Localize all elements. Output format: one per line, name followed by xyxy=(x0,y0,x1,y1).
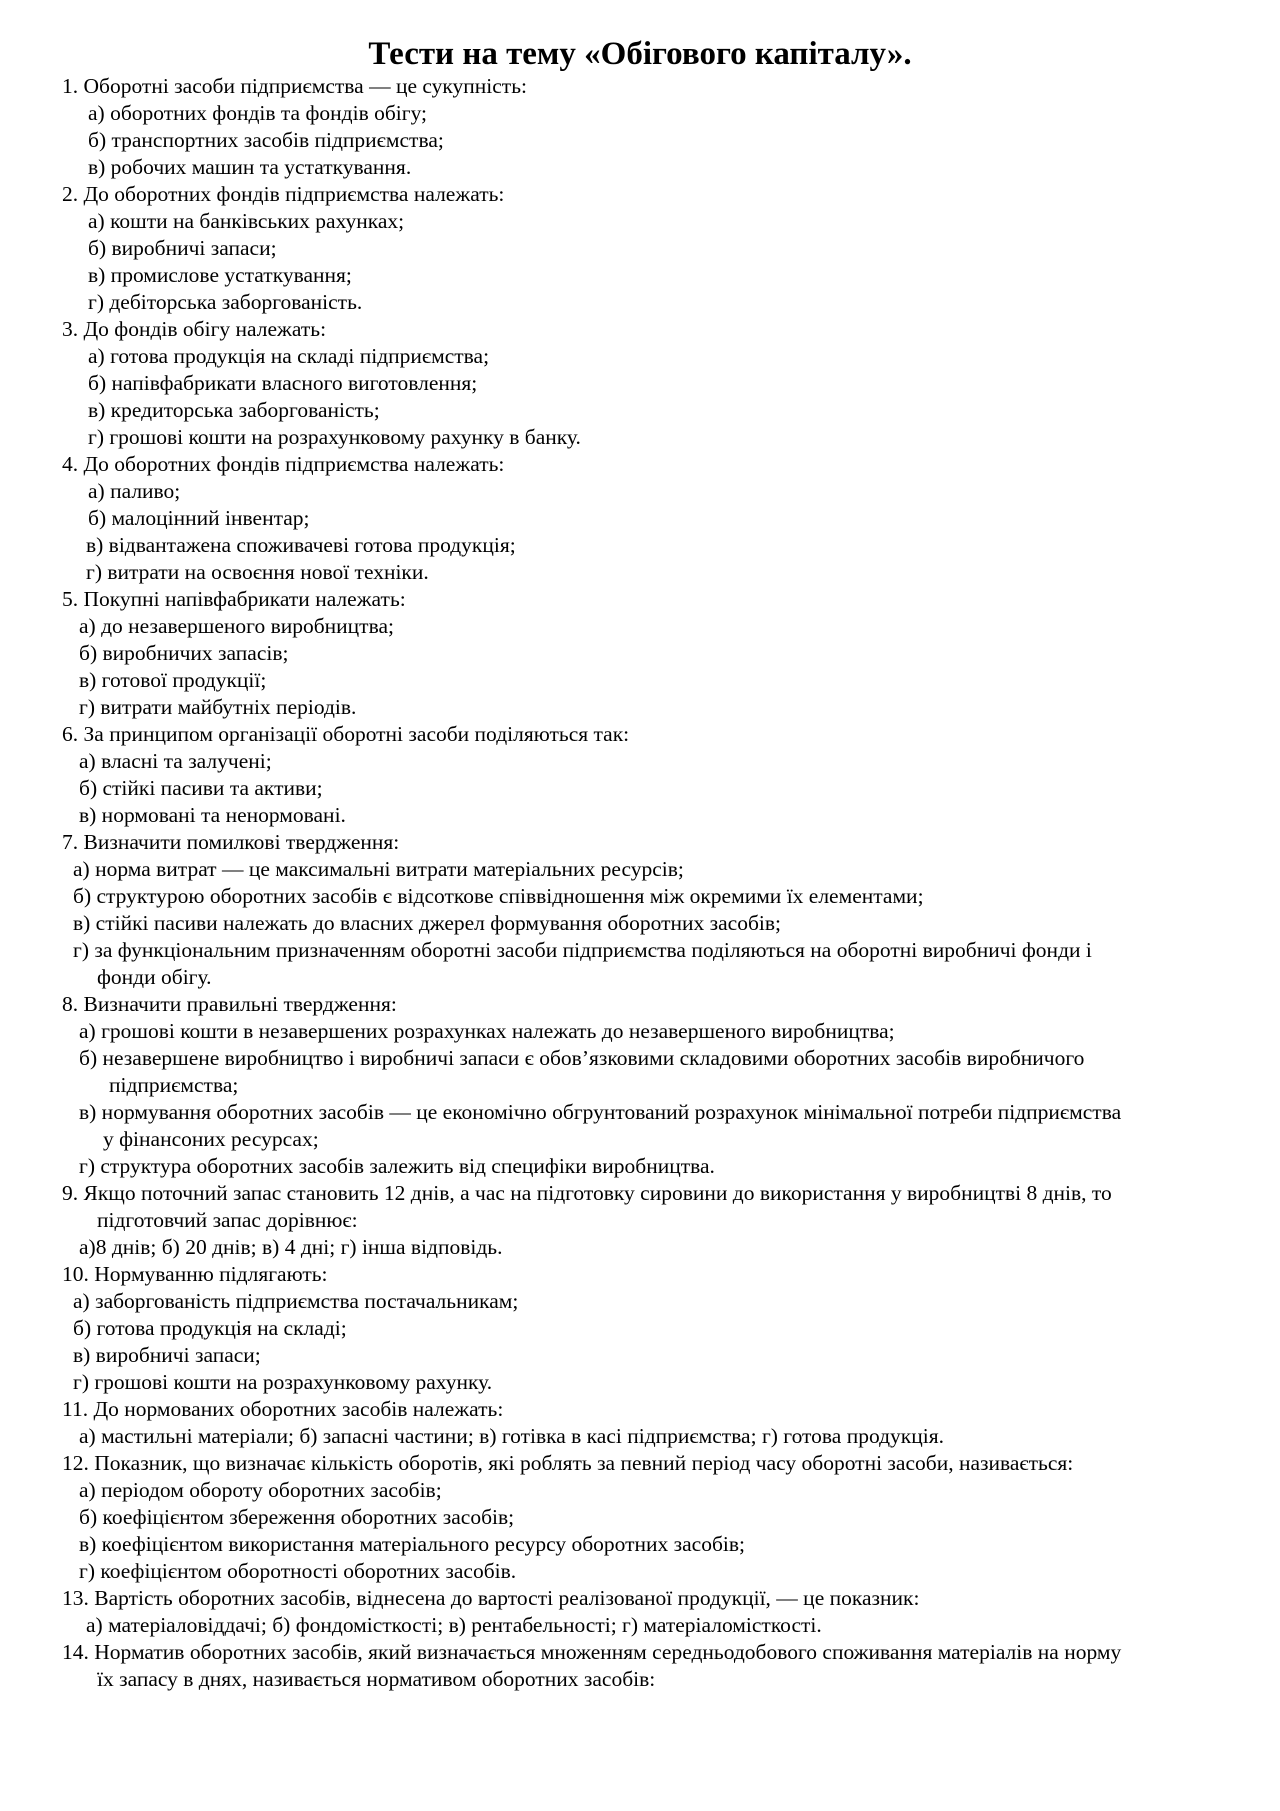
text-line: г) структура оборотних засобів залежить від специфіки виробництва. xyxy=(79,1154,715,1178)
text-line: в) нормування оборотних засобів — це економічно обгрунтований розрахунок мінімальної потреби підприємства xyxy=(79,1100,1122,1124)
text-line: а) заборгованість підприємства постачальникам; xyxy=(73,1289,519,1313)
text-line: а) паливо; xyxy=(88,479,181,503)
text-line: в) готової продукції; xyxy=(79,668,267,692)
text-line: в) виробничі запаси; xyxy=(73,1343,261,1367)
text-line: в) відвантажена споживачеві готова продукція; xyxy=(86,533,516,557)
text-line: 11. До нормованих оборотних засобів належать: xyxy=(62,1397,504,1421)
text-line: а) готова продукція на складі підприємства; xyxy=(88,344,490,368)
text-line: 4. До оборотних фондів підприємства належать: xyxy=(62,452,505,476)
text-line: б) виробничих запасів; xyxy=(79,641,289,665)
text-line: їх запасу в днях, називається нормативом оборотних засобів: xyxy=(97,1667,656,1691)
text-line: 3. До фондів обігу належать: xyxy=(62,317,327,341)
text-line: б) виробничі запаси; xyxy=(88,236,277,260)
text-line: а) норма витрат — це максимальні витрати матеріальних ресурсів; xyxy=(73,857,684,881)
text-line: г) витрати на освоєння нової техніки. xyxy=(86,560,429,584)
text-line: в) нормовані та ненормовані. xyxy=(79,803,346,827)
text-line: а) оборотних фондів та фондів обігу; xyxy=(88,101,428,125)
text-line: підприємства; xyxy=(109,1073,239,1097)
text-line: в) коефіцієнтом використання матеріального ресурсу оборотних засобів; xyxy=(79,1532,746,1556)
text-line: а) кошти на банківських рахунках; xyxy=(88,209,405,233)
text-line: г) витрати майбутніх періодів. xyxy=(79,695,357,719)
text-line: б) структурою оборотних засобів є відсоткове співвідношення між окремими їх елементами; xyxy=(73,884,924,908)
text-line: б) транспортних засобів підприємства; xyxy=(88,128,444,152)
text-line: 10. Нормуванню підлягають: xyxy=(62,1262,328,1286)
text-line: 5. Покупні напівфабрикати належать: xyxy=(62,587,406,611)
text-line: в) кредиторська заборгованість; xyxy=(88,398,380,422)
text-line: 2. До оборотних фондів підприємства належать: xyxy=(62,182,505,206)
text-line: г) дебіторська заборгованість. xyxy=(88,290,363,314)
text-line: а) власні та залучені; xyxy=(79,749,272,773)
text-line: підготовчий запас дорівнює: xyxy=(97,1208,358,1232)
text-line: а) матеріаловіддачі; б) фондомісткості; в) рентабельності; г) матеріаломісткості. xyxy=(86,1613,822,1637)
text-line: г) грошові кошти на розрахунковому рахунку в банку. xyxy=(88,425,581,449)
text-line: г) грошові кошти на розрахунковому рахунку. xyxy=(73,1370,493,1394)
text-line: б) готова продукція на складі; xyxy=(73,1316,347,1340)
text-line: г) коефіцієнтом оборотності оборотних засобів. xyxy=(79,1559,517,1583)
text-line: 13. Вартість оборотних засобів, віднесена до вартості реалізованої продукції, — це показник: xyxy=(62,1586,920,1610)
text-line: фонди обігу. xyxy=(97,965,212,989)
text-line: у фінансоних ресурсах; xyxy=(103,1127,319,1151)
text-line: 14. Норматив оборотних засобів, який визначається множенням середньодобового споживання матеріалів на норму xyxy=(62,1640,1122,1664)
text-line: а) грошові кошти в незавершених розрахунках належать до незавершеного виробництва; xyxy=(79,1019,895,1043)
text-line: в) промислове устаткування; xyxy=(88,263,352,287)
text-line: в) стійкі пасиви належать до власних джерел формування оборотних засобів; xyxy=(73,911,781,935)
text-line: 8. Визначити правильні твердження: xyxy=(62,992,397,1016)
text-line: б) малоцінний інвентар; xyxy=(88,506,310,530)
text-line: б) незавершене виробництво і виробничі запаси є обов’язковими складовими оборотних засобів виробничого xyxy=(79,1046,1085,1070)
text-line: 6. За принципом організації оборотні засоби поділяються так: xyxy=(62,722,630,746)
text-line: 12. Показник, що визначає кількість оборотів, які роблять за певний період часу оборотні засоби, називається: xyxy=(62,1451,1074,1475)
text-line: 1. Оборотні засоби підприємства — це сукупність: xyxy=(62,74,527,98)
text-line: а) періодом обороту оборотних засобів; xyxy=(79,1478,442,1502)
text-line: 7. Визначити помилкові твердження: xyxy=(62,830,400,854)
text-line: г) за функціональним призначенням оборотні засоби підприємства поділяються на оборотні виробничі фонди і xyxy=(73,938,1092,962)
text-line: б) стійкі пасиви та активи; xyxy=(79,776,323,800)
text-line: б) коефіцієнтом збереження оборотних засобів; xyxy=(79,1505,515,1529)
text-line: а)8 днів; б) 20 днів; в) 4 дні; г) інша відповідь. xyxy=(79,1235,503,1259)
text-line: 9. Якщо поточний запас становить 12 днів, а час на підготовку сировини до використання у виробництві 8 днів, то xyxy=(62,1181,1112,1205)
text-line: в) робочих машин та устаткування. xyxy=(88,155,412,179)
page-title: Тести на тему «Обігового капіталу». xyxy=(368,36,912,72)
text-line: а) мастильні матеріали; б) запасні частини; в) готівка в касі підприємства; г) готова продукція. xyxy=(79,1424,944,1448)
text-line: а) до незавершеного виробництва; xyxy=(79,614,394,638)
text-line: б) напівфабрикати власного виготовлення; xyxy=(88,371,478,395)
